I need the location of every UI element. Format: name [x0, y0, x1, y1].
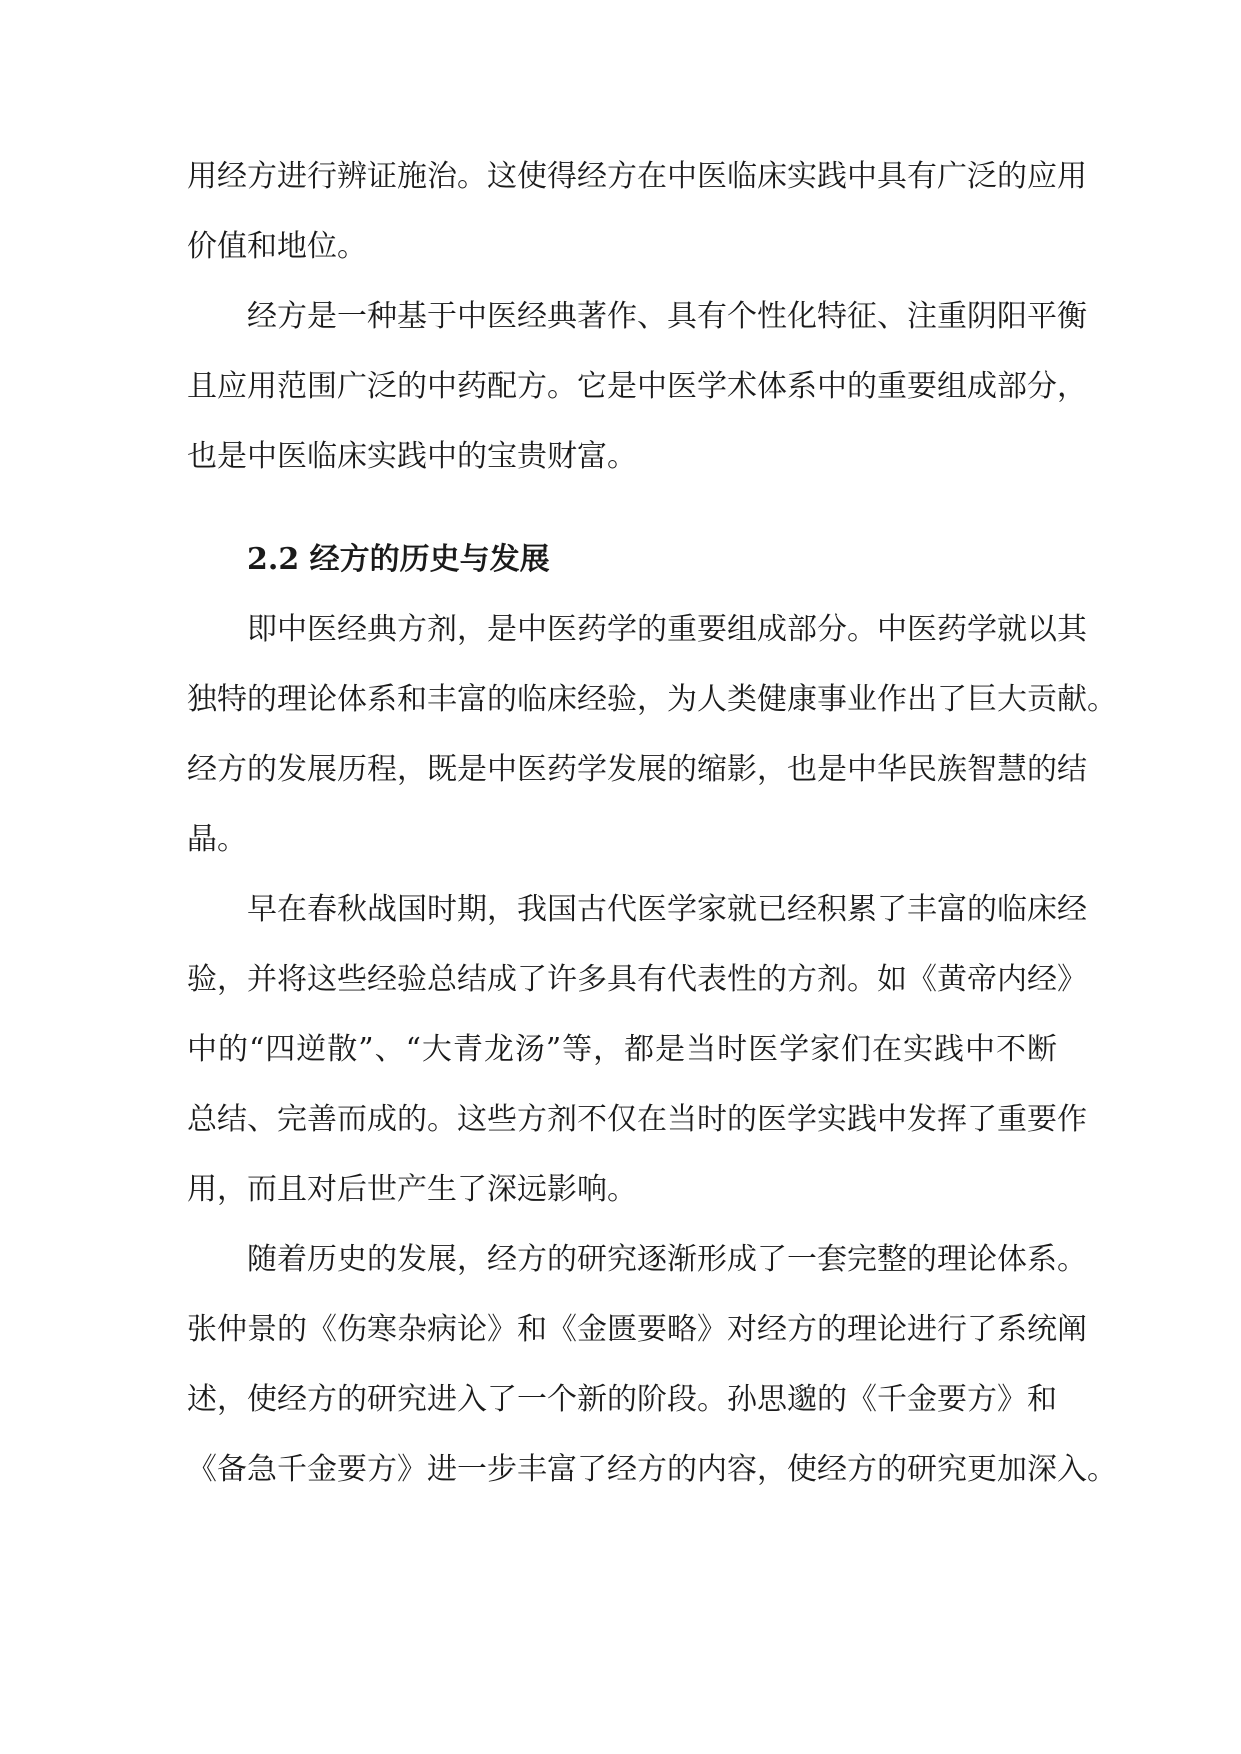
text-line: 述，使经方的研究进入了一个新的阶段。孙思邈的《千金要方》和: [187, 1382, 1057, 1417]
text-line: 早在春秋战国时期，我国古代医学家就已经积累了丰富的临床经: [247, 892, 1087, 927]
paragraph: [187, 1225, 1117, 1505]
paragraph: [187, 282, 1087, 492]
text-line: 价值和地位。: [187, 229, 367, 264]
paragraph: [187, 142, 1087, 282]
text-line: 随着历史的发展，经方的研究逐渐形成了一套完整的理论体系。: [247, 1242, 1087, 1277]
text-line: 用经方进行辨证施治。这使得经方在中医临床实践中具有广泛的应用: [187, 159, 1087, 194]
text-line: 即中医经典方剂，是中医药学的重要组成部分。中医药学就以其: [247, 612, 1087, 647]
text-line: 也是中医临床实践中的宝贵财富。: [187, 439, 637, 474]
text-line: 且应用范围广泛的中药配方。它是中医学术体系中的重要组成部分，: [187, 369, 1087, 404]
text-line: 中的“四逆散”、“大青龙汤”等，都是当时医学家们在实践中不断: [187, 1032, 1057, 1067]
document-page: [187, 142, 1117, 1505]
text-line: 验，并将这些经验总结成了许多具有代表性的方剂。如《黄帝内经》: [187, 962, 1087, 997]
text-line: 晶。: [187, 822, 247, 857]
text-line: 用，而且对后世产生了深远影响。: [187, 1172, 637, 1207]
text-line: 《备急千金要方》进一步丰富了经方的内容，使经方的研究更加深入。: [187, 1452, 1117, 1487]
text-line: 经方的发展历程，既是中医药学发展的缩影，也是中华民族智慧的结: [187, 752, 1087, 787]
text-line: 独特的理论体系和丰富的临床经验，为人类健康事业作出了巨大贡献。: [187, 682, 1117, 717]
text-line: 经方是一种基于中医经典著作、具有个性化特征、注重阴阳平衡: [247, 299, 1087, 334]
section-heading: 2.2 经方的历史与发展: [247, 542, 550, 577]
text-line: 总结、完善而成的。这些方剂不仅在当时的医学实践中发挥了重要作: [187, 1102, 1087, 1137]
paragraph: [187, 875, 1087, 1225]
paragraph: [187, 595, 1117, 875]
text-line: 张仲景的《伤寒杂病论》和《金匮要略》对经方的理论进行了系统阐: [187, 1312, 1087, 1347]
